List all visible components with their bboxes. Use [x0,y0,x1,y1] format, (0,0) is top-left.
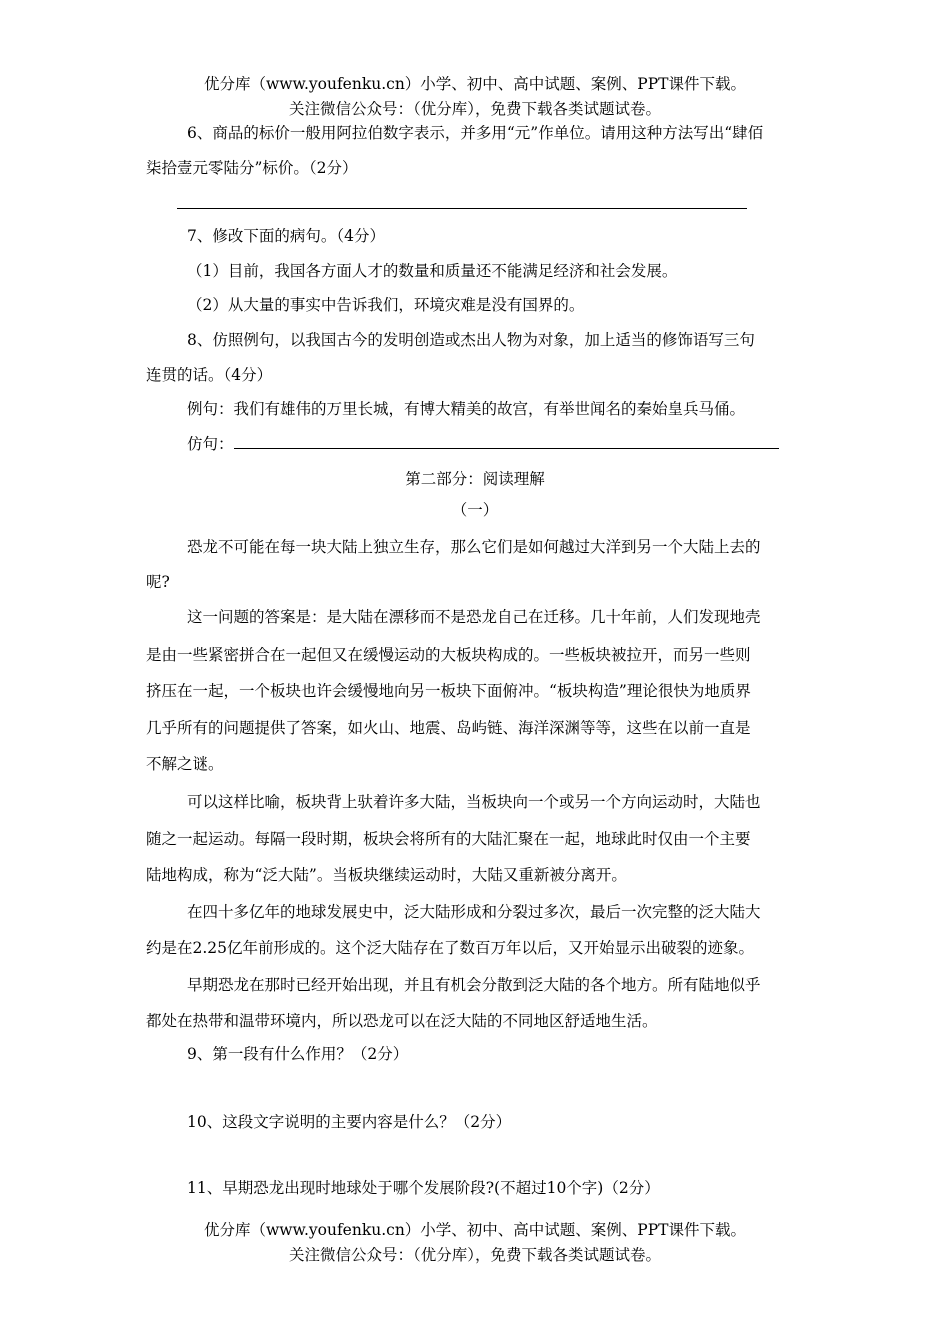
passage-p2-line-1: 这一问题的答案是：是大陆在漂移而不是恐龙自己在迁移。几十年前，人们发现地壳 [187,608,761,626]
header-line-2: 关注微信公众号：（优分库），免费下载各类试题试卷。 [288,100,661,118]
q6-line-2: 柒拾壹元零陆分”标价。（2分） [146,159,358,177]
passage-p2-line-4: 几乎所有的问题提供了答案，如火山、地震、岛屿链、海洋深渊等等，这些在以前一直是 [146,719,751,737]
q8-imitate-blank [234,434,779,449]
passage-p2-line-5: 不解之谜。 [146,755,224,773]
q6-answer-line [177,208,747,209]
passage-p4-line-1: 在四十多亿年的地球发展史中，泛大陆形成和分裂过多次，最后一次完整的泛大陆大 [187,903,761,921]
passage-p2-line-2: 是由一些紧密拼合在一起但又在缓慢运动的大板块构成的。一些板块被拉开，而另一些则 [146,646,751,664]
part2-section: （一） [451,501,499,519]
question-9: 9、第一段有什么作用？（2分） [187,1045,409,1063]
footer-line-1: 优分库（www.youfenku.cn）小学、初中、高中试题、案例、PPT课件下载。 [203,1221,747,1239]
part2-title: 第二部分：阅读理解 [405,470,545,488]
passage-p2-line-3: 挤压在一起，一个板块也许会缓慢地向另一板块下面俯冲。“板块构造”理论很快为地质界 [146,682,751,700]
footer-line-2: 关注微信公众号：（优分库），免费下载各类试题试卷。 [288,1246,661,1264]
q8-imitate-label: 仿句： [187,435,234,453]
passage-p3-line-1: 可以这样比喻，板块背上驮着许多大陆，当板块向一个或另一个方向运动时，大陆也 [187,793,761,811]
q6-line-1: 6、商品的标价一般用阿拉伯数字表示，并多用“元”作单位。请用这种方法写出“肆佰 [187,124,764,142]
passage-p1-line-1: 恐龙不可能在每一块大陆上独立生存，那么它们是如何越过大洋到另一个大陆上去的 [187,538,761,556]
q7-title: 7、修改下面的病句。（4分） [187,227,385,245]
passage-p3-line-3: 陆地构成，称为“泛大陆”。当板块继续运动时，大陆又重新被分离开。 [146,866,627,884]
header-line-1: 优分库（www.youfenku.cn）小学、初中、高中试题、案例、PPT课件下载。 [203,75,747,93]
q7-item-2: （2）从大量的事实中告诉我们，环境灾难是没有国界的。 [187,296,585,314]
q8-line-1: 8、仿照例句，以我国古今的发明创造或杰出人物为对象，加上适当的修饰语写三句 [187,331,755,349]
question-11: 11、早期恐龙出现时地球处于哪个发展阶段?(不超过10个字)（2分） [187,1179,660,1197]
passage-p3-line-2: 随之一起运动。每隔一段时期，板块会将所有的大陆汇聚在一起，地球此时仅由一个主要 [146,830,751,848]
q8-line-2: 连贯的话。（4分） [146,366,273,384]
question-10: 10、这段文字说明的主要内容是什么？（2分） [187,1113,512,1131]
passage-p5-line-2: 都处在热带和温带环境内，所以恐龙可以在泛大陆的不同地区舒适地生活。 [146,1012,658,1030]
q8-example: 例句：我们有雄伟的万里长城，有博大精美的故宫，有举世闻名的秦始皇兵马俑。 [187,400,746,418]
q7-item-1: （1）目前，我国各方面人才的数量和质量还不能满足经济和社会发展。 [187,262,678,280]
passage-p5-line-1: 早期恐龙在那时已经开始出现，并且有机会分散到泛大陆的各个地方。所有陆地似乎 [187,976,761,994]
passage-p1-line-2: 呢? [146,573,170,591]
passage-p4-line-2: 约是在2.25亿年前形成的。这个泛大陆存在了数百万年以后，又开始显示出破裂的迹象。 [146,939,755,957]
q8-imitate-row [187,434,779,454]
